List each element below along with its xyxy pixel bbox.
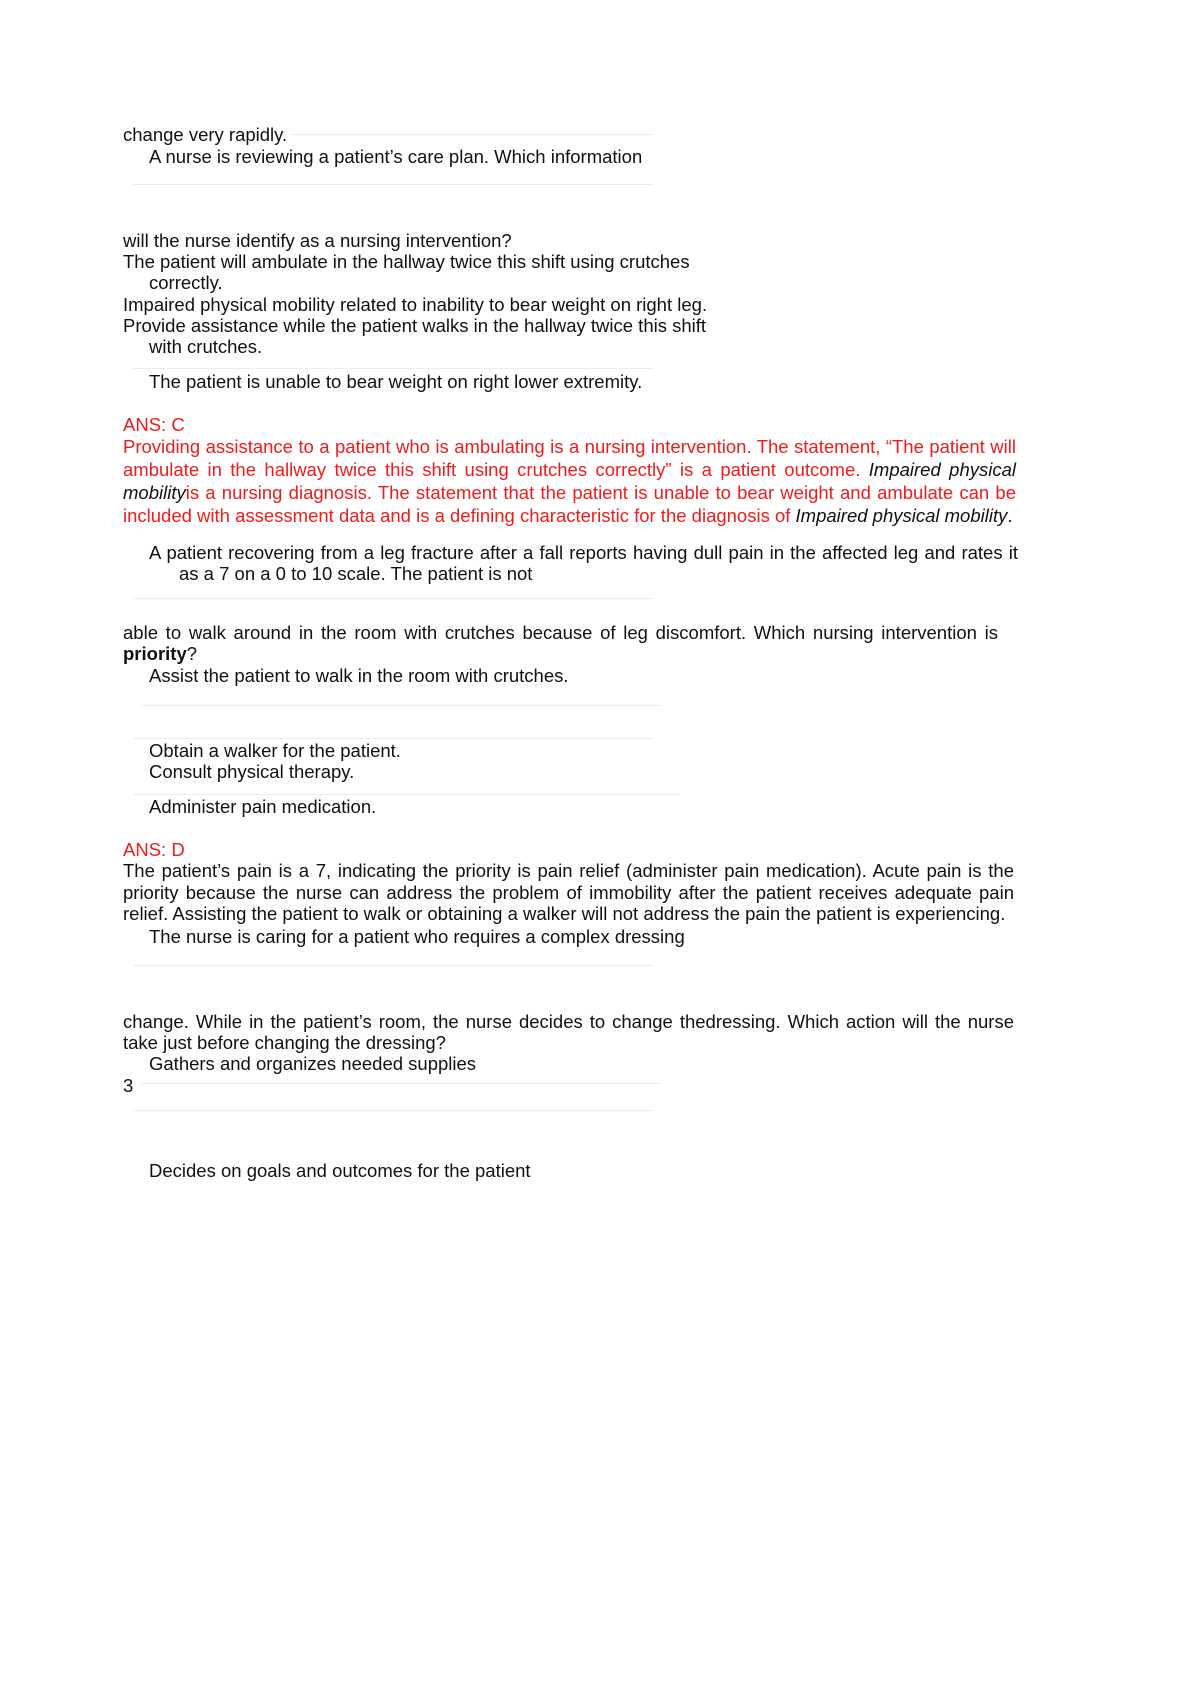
q1-answer: ANS: C <box>123 414 185 435</box>
q1-option-c: Provide assistance while the patient walks in the hallway twice this shift <box>123 315 707 336</box>
q1-option-a: The patient will ambulate in the hallway twice this shift using crutches <box>123 251 690 272</box>
q2-stem: A patient recovering from a leg fracture after a fall reports having dull pain in the affected leg and rates it <box>149 542 1018 563</box>
divider <box>290 134 654 135</box>
divider <box>133 184 654 185</box>
q2-option-c: Consult physical therapy. <box>149 761 355 782</box>
q2-option-a: Assist the patient to walk in the room with crutches. <box>149 665 569 686</box>
q3-stem-continued: change. While in the patient’s room, the nurse decides to change thedressing. Which action will the nurse take just before changing the dressing? <box>123 1011 1014 1053</box>
q1-rationale-term: Impaired physical mobility <box>795 505 1008 526</box>
page-number: 3 <box>123 1075 134 1096</box>
q1-rationale-text: is a nursing diagnosis. The statement that the patient is unable to bear weight and ambulate can be included with assessment data and is a defining characteristic for the diagnosis of <box>123 482 1016 526</box>
q1-rationale-term: Impaired physical mobility <box>123 459 1016 503</box>
q1-option-a-continued: correctly. <box>149 272 223 293</box>
q2-option-b: Obtain a walker for the patient. <box>149 740 401 761</box>
divider <box>133 598 654 599</box>
q1-option-b: Impaired physical mobility related to inability to bear weight on right leg. <box>123 294 708 315</box>
q1-option-c-continued: with crutches. <box>149 336 263 357</box>
q3-option-b: Decides on goals and outcomes for the patient <box>149 1160 531 1181</box>
q2-rationale: The patient’s pain is a 7, indicating the priority is pain relief (administer pain medication). Acute pain is the priority because the nurse can address the problem of immobility after the patient receives adequate pain relief. Assisting the patient to walk or obtaining a walker will not address the pain the patient is experiencing. <box>123 860 1014 924</box>
divider <box>141 705 662 706</box>
q2-option-d: Administer pain medication. <box>149 796 377 817</box>
q2-answer: ANS: D <box>123 839 185 860</box>
q2-stem-continued: as a 7 on a 0 to 10 scale. The patient is not <box>179 563 533 584</box>
q2-stem-text: ? <box>186 643 198 664</box>
q1-stem: A nurse is reviewing a patient’s care plan. Which information <box>149 146 643 167</box>
divider <box>133 1110 654 1111</box>
divider <box>141 1083 662 1084</box>
q2-stem-text: able to walk around in the room with crutches because of leg discomfort. Which nursing intervention is <box>123 622 998 643</box>
divider <box>133 965 654 966</box>
q1-option-d: The patient is unable to bear weight on right lower extremity. <box>149 371 643 392</box>
q3-stem: The nurse is caring for a patient who requires a complex dressing <box>149 926 685 947</box>
divider <box>133 738 654 739</box>
q3-option-a: Gathers and organizes needed supplies <box>149 1053 477 1074</box>
q1-rationale <box>123 435 1016 527</box>
q1-rationale-text: Providing assistance to a patient who is ambulating is a nursing intervention. The statement, “The patient will ambulate in the hallway twice this shift using crutches correctly” is a patient outcome. <box>123 436 1016 480</box>
divider <box>133 368 654 369</box>
q1-stem-continued: will the nurse identify as a nursing intervention? <box>123 230 512 251</box>
q1-rationale-text: . <box>1007 505 1013 526</box>
q2-stem-emphasis: priority <box>123 643 187 664</box>
divider <box>133 794 680 795</box>
q2-stem-question <box>123 622 998 664</box>
prev-question-tail: change very rapidly. <box>123 124 288 145</box>
